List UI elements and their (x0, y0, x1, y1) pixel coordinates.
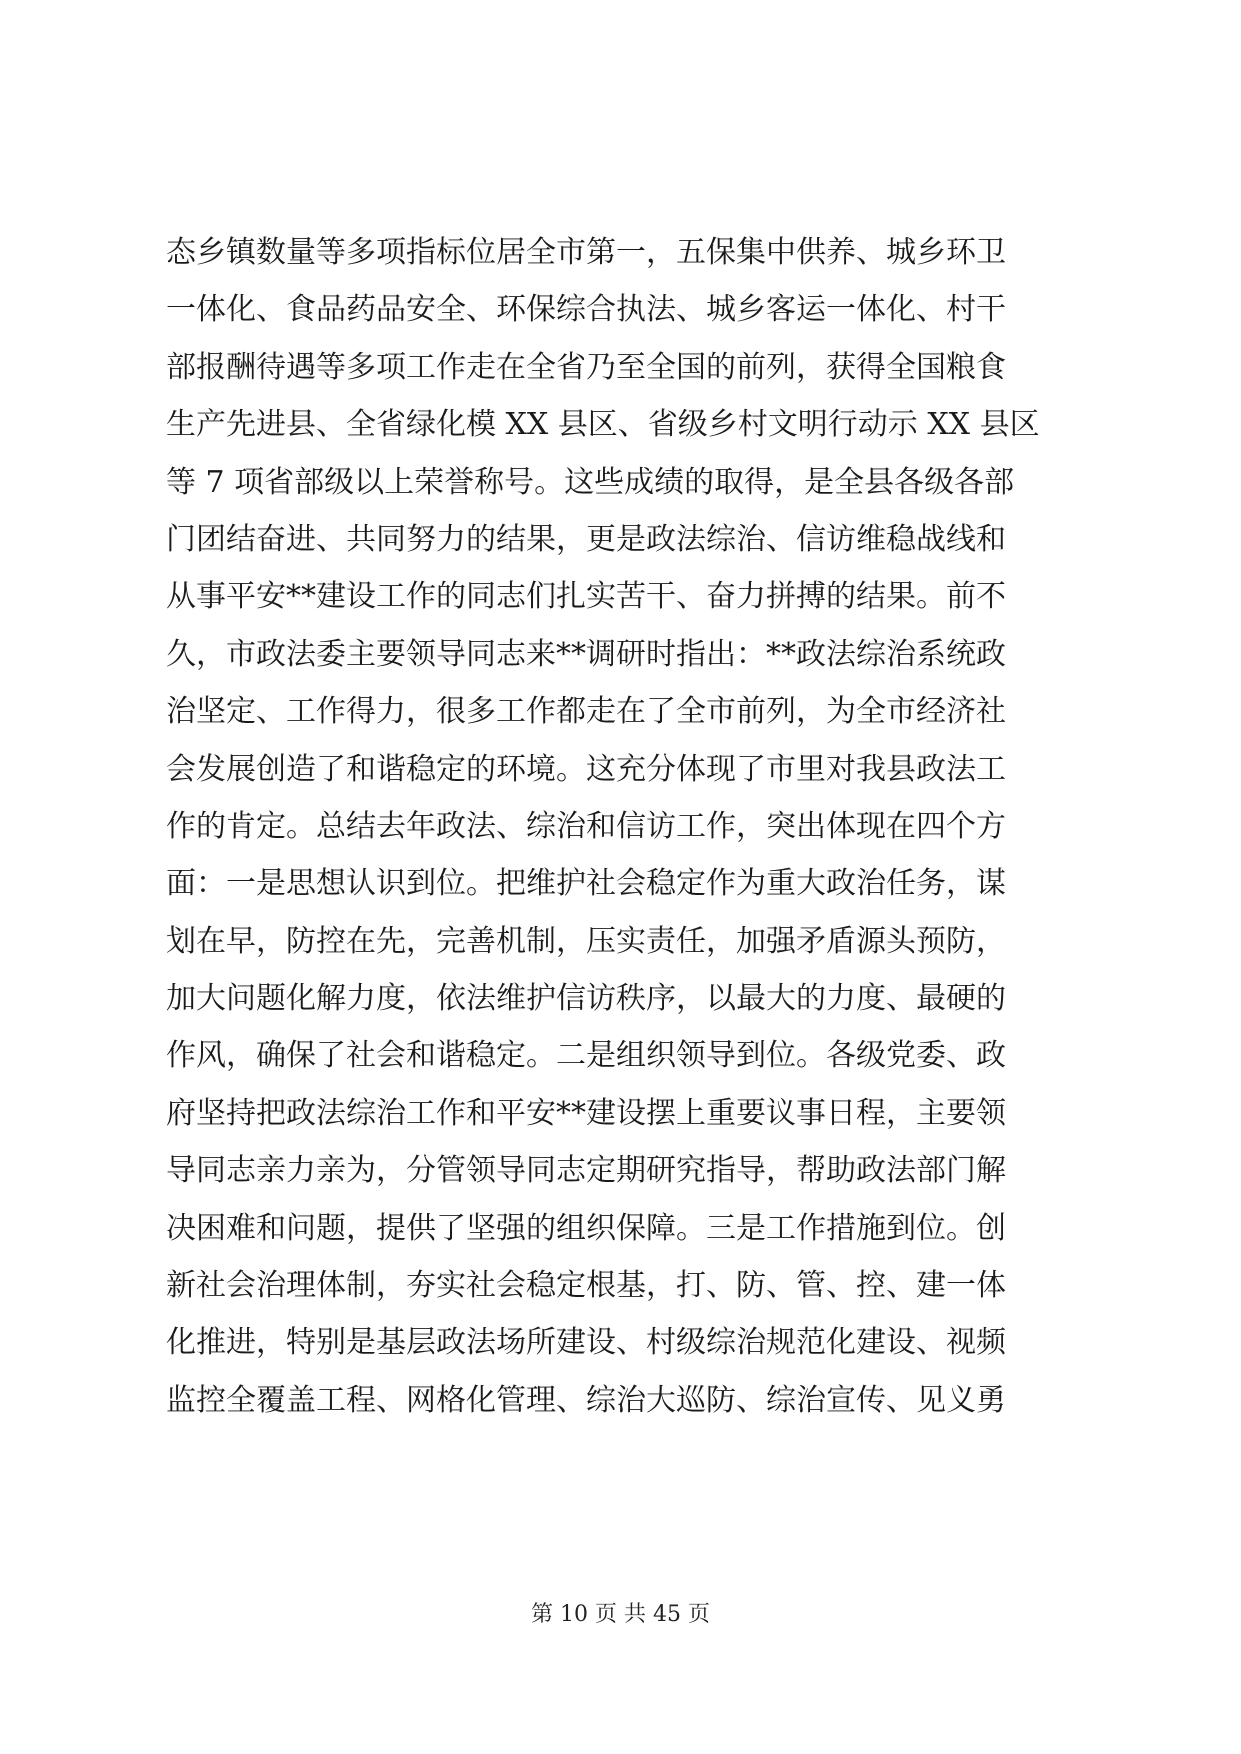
text-line: 划在早，防控在先，完善机制，压实责任，加强矛盾源头预防， (166, 923, 1006, 959)
text-line: 面：一是思想认识到位。把维护社会稳定作为重大政治任务，谋 (166, 866, 1006, 902)
text-line: 监控全覆盖工程、网格化管理、综治大巡防、综治宣传、见义勇 (166, 1382, 1006, 1418)
text-line: 加大问题化解力度，依法维护信访秩序，以最大的力度、最硬的 (166, 981, 1006, 1017)
text-line: 生产先进县、全省绿化模 XX 县区、省级乡村文明行动示 XX 县区 (166, 407, 1040, 443)
text-line: 作风，确保了社会和谐稳定。二是组织领导到位。各级党委、政 (166, 1038, 1006, 1074)
text-line: 治坚定、工作得力，很多工作都走在了全市前列，为全市经济社 (166, 694, 1006, 730)
text-line: 会发展创造了和谐稳定的环境。这充分体现了市里对我县政法工 (166, 751, 1006, 787)
text-line: 等 7 项省部级以上荣誉称号。这些成绩的取得，是全县各级各部 (166, 464, 1015, 500)
page-footer (0, 1600, 1241, 1630)
text-line: 府坚持把政法综治工作和平安**建设摆上重要议事日程，主要领 (166, 1095, 1006, 1131)
body-text (166, 224, 1081, 1429)
text-line: 决困难和问题，提供了坚强的组织保障。三是工作措施到位。创 (166, 1210, 1006, 1246)
text-line: 作的肯定。总结去年政法、综治和信访工作，突出体现在四个方 (166, 808, 1006, 844)
text-line: 部报酬待遇等多项工作走在全省乃至全国的前列，获得全国粮食 (166, 349, 1006, 385)
page-number: 第 10 页 共 45 页 (531, 1602, 710, 1627)
text-line: 导同志亲力亲为，分管领导同志定期研究指导，帮助政法部门解 (166, 1153, 1006, 1189)
text-line: 从事平安**建设工作的同志们扎实苦干、奋力拼搏的结果。前不 (166, 579, 1006, 615)
text-line: 久，市政法委主要领导同志来**调研时指出：**政法综治系统政 (166, 636, 1006, 672)
text-line: 一体化、食品药品安全、环保综合执法、城乡客运一体化、村干 (166, 292, 1006, 328)
text-line: 新社会治理体制，夯实社会稳定根基，打、防、管、控、建一体 (166, 1268, 1006, 1304)
text-line: 态乡镇数量等多项指标位居全市第一，五保集中供养、城乡环卫 (166, 235, 1006, 270)
text-line: 门团结奋进、共同努力的结果，更是政法综治、信访维稳战线和 (166, 521, 1006, 557)
text-line: 化推进，特别是基层政法场所建设、村级综治规范化建设、视频 (166, 1325, 1006, 1361)
